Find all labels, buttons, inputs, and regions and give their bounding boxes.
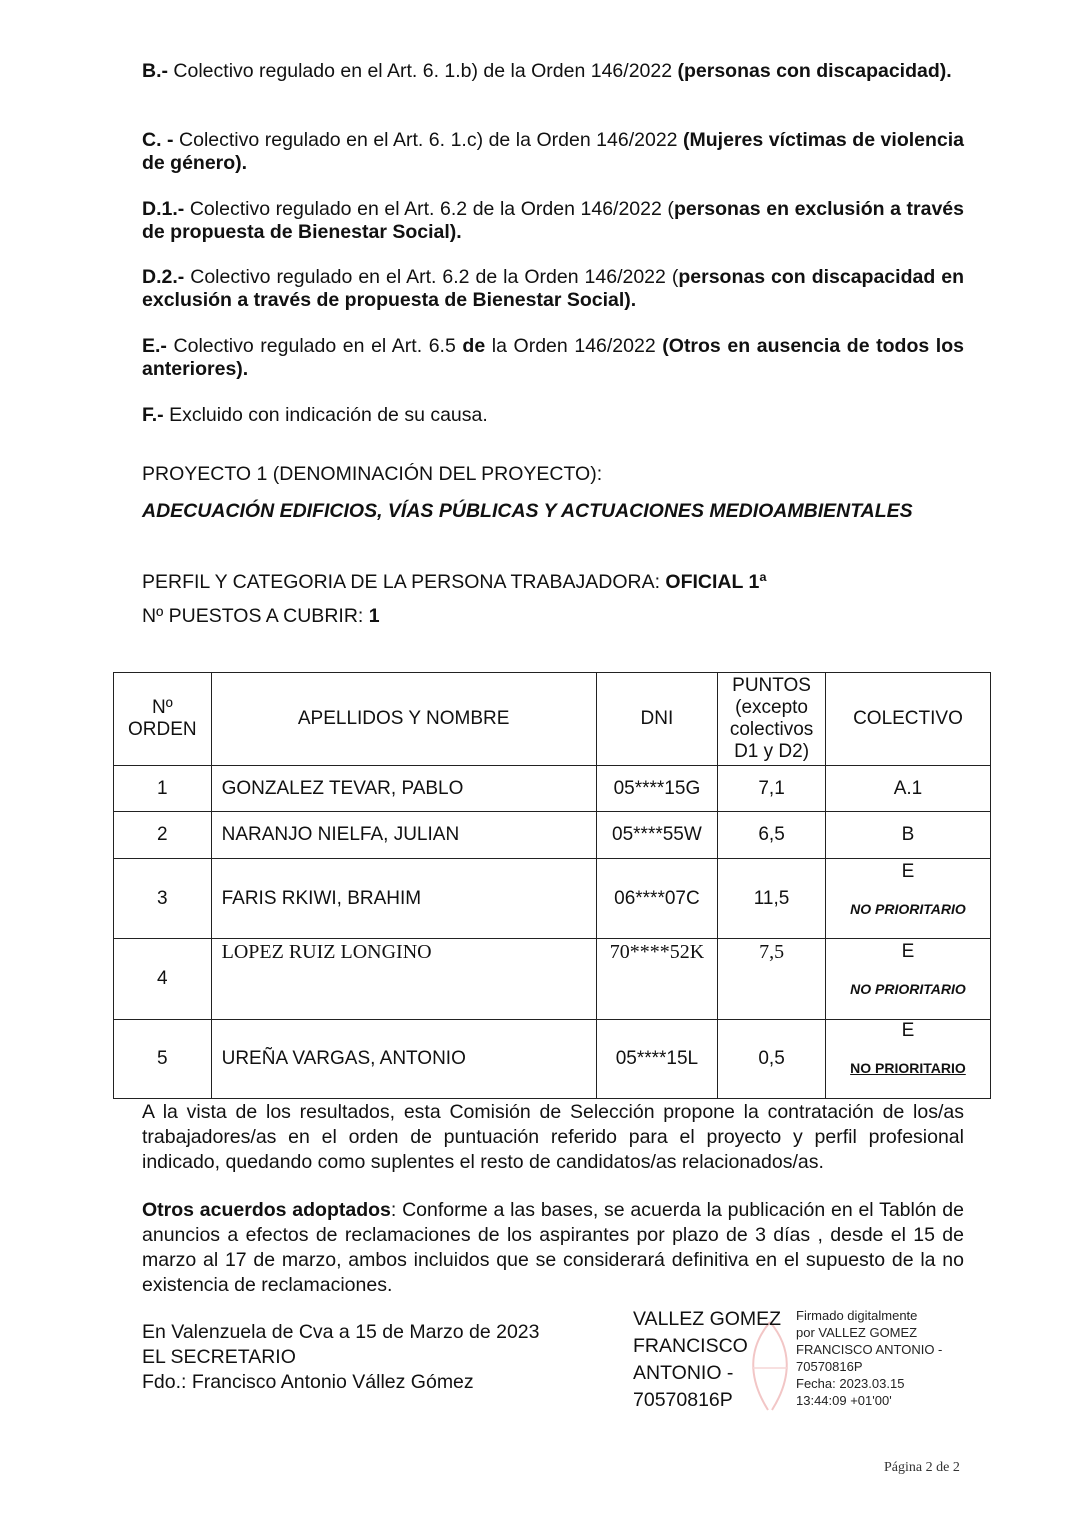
page-number: Página 2 de 2: [884, 1460, 960, 1475]
cell-orden: 1: [114, 766, 212, 812]
item-code: E.-: [142, 335, 167, 357]
cell-nombre: NARANJO NIELFA, JULIAN: [211, 812, 596, 859]
item-bold-mid: de: [462, 335, 486, 357]
posts-value: 1: [368, 605, 380, 627]
digital-name-line: ANTONIO -: [633, 1362, 734, 1384]
cell-puntos: 6,5: [718, 812, 826, 859]
item-d2: [142, 266, 964, 312]
priority-note: NO PRIORITARIO: [850, 1060, 966, 1076]
colectivo-code: E: [901, 861, 915, 882]
item-bold-text: (personas con discapacidad).: [677, 60, 952, 82]
cell-orden: 2: [114, 812, 212, 859]
item-bold-text: personas con discapacidad en exclusión a través de propuesta de Bienestar Social).: [142, 266, 964, 311]
item-e: [142, 335, 964, 381]
priority-note: NO PRIORITARIO: [850, 981, 966, 997]
item-code: D.1.-: [142, 198, 185, 220]
table-header-row: [114, 673, 991, 766]
header-puntos: PUNTOS (excepto colectivos D1 y D2): [718, 673, 826, 766]
header-dni: DNI: [596, 673, 718, 766]
digital-detail-line: por VALLEZ GOMEZ: [796, 1325, 918, 1340]
table-row: [114, 859, 991, 939]
digital-detail-line: FRANCISCO ANTONIO -: [796, 1342, 943, 1357]
agreements-text: : Conforme a las bases, se acuerda la publicación en el Tablón de anuncios a efectos de reclamaciones de los aspirantes por plazo de 3 días , desde el 15 de marzo al 17 de marzo, ambos incluidos que se considerará definitiva en el supuesto de la no existencia de reclamaciones.: [142, 1199, 965, 1296]
item-text: Colectivo regulado en el Art. 6.2 de la Orden 146/2022 (: [184, 266, 679, 288]
digital-name-line: FRANCISCO: [633, 1335, 748, 1357]
header-nombre: APELLIDOS Y NOMBRE: [211, 673, 596, 766]
digital-name-line: VALLEZ GOMEZ: [633, 1308, 782, 1330]
candidates-table: [113, 672, 991, 1099]
digital-detail-line: Firmado digitalmente: [796, 1308, 918, 1323]
item-text-2: la Orden 146/2022: [485, 335, 663, 357]
cell-puntos: 11,5: [718, 859, 826, 939]
project-heading: PROYECTO 1 (DENOMINACIÓN DEL PROYECTO):: [142, 463, 603, 485]
cell-colectivo: [825, 1020, 990, 1099]
item-code: F.-: [142, 404, 164, 426]
agreements-label: Otros acuerdos adoptados: [142, 1199, 391, 1221]
cell-dni: 05****55W: [596, 812, 718, 859]
item-b: [142, 60, 964, 83]
item-bold-text: (Mujeres víctimas de violencia de género).: [142, 129, 965, 174]
posts-label: Nº PUESTOS A CUBRIR:: [142, 605, 369, 627]
cell-nombre: GONZALEZ TEVAR, PABLO: [211, 766, 596, 812]
profile-label: PERFIL Y CATEGORIA DE LA PERSONA TRABAJADORA:: [142, 571, 666, 593]
item-d1: [142, 198, 964, 244]
profile-value: OFICIAL 1ª: [665, 571, 767, 593]
item-text: Colectivo regulado en el Art. 6. 1.c) de la Orden 146/2022: [173, 129, 684, 151]
cell-dni: 06****07C: [596, 859, 718, 939]
cell-puntos: 0,5: [718, 1020, 826, 1099]
place-date: En Valenzuela de Cva a 15 de Marzo de 2023: [142, 1321, 540, 1343]
cell-colectivo: [825, 859, 990, 939]
table-row: [114, 766, 991, 812]
cell-nombre: UREÑA VARGAS, ANTONIO: [211, 1020, 596, 1099]
header-colectivo: COLECTIVO: [825, 673, 990, 766]
profile-line: [142, 571, 964, 594]
cell-puntos: 7,1: [718, 766, 826, 812]
item-text: Colectivo regulado en el Art. 6. 1.b) de la Orden 146/2022: [168, 60, 678, 82]
item-f: [142, 404, 964, 427]
header-orden: Nº ORDEN: [114, 673, 212, 766]
cell-colectivo: A.1: [825, 766, 990, 812]
digital-detail-line: 13:44:09 +01'00': [796, 1393, 892, 1408]
cell-dni: 05****15L: [596, 1020, 718, 1099]
digital-signature-detail: [796, 1307, 942, 1409]
cell-orden: 5: [114, 1020, 212, 1099]
cell-nombre: LOPEZ RUIZ LONGINO: [211, 939, 596, 1020]
item-bold-text: (Otros en ausencia de todos los anteriores).: [142, 335, 964, 380]
cell-puntos: 7,5: [718, 939, 826, 1020]
item-text: Excluido con indicación de su causa.: [163, 404, 488, 426]
agreements-paragraph: [142, 1198, 964, 1298]
project-title: ADECUACIÓN EDIFICIOS, VÍAS PÚBLICAS Y ACTUACIONES MEDIOAMBIENTALES: [142, 500, 913, 522]
signature-block: [142, 1320, 540, 1395]
digital-detail-line: Fecha: 2023.03.15: [796, 1376, 905, 1391]
cell-colectivo: B: [825, 812, 990, 859]
item-text: Colectivo regulado en el Art. 6.5: [166, 335, 463, 357]
digital-signature-name: [633, 1306, 781, 1414]
priority-note: NO PRIORITARIO: [850, 901, 966, 917]
digital-detail-line: 70570816P: [796, 1359, 863, 1374]
signer-name: Fdo.: Francisco Antonio Vállez Gómez: [142, 1371, 474, 1393]
cell-dni: 05****15G: [596, 766, 718, 812]
colectivo-code: E: [901, 941, 915, 962]
cell-colectivo: [825, 939, 990, 1020]
cell-orden: 4: [114, 939, 212, 1020]
item-code: C. -: [142, 129, 174, 151]
item-text: Colectivo regulado en el Art. 6.2 de la Orden 146/2022 (: [184, 198, 674, 220]
table-row: [114, 812, 991, 859]
item-c: [142, 129, 964, 175]
cell-orden: 3: [114, 859, 212, 939]
posts-line: [142, 605, 964, 628]
signer-role: EL SECRETARIO: [142, 1346, 296, 1368]
conclusion-paragraph: A la vista de los resultados, esta Comisión de Selección propone la contratación de los/as trabajadores/as en el orden de puntuación referido para el proyecto y perfil profesional indicado, quedando como suplentes el resto de candidatos/as relacionados/as.: [142, 1101, 964, 1173]
colectivo-code: E: [901, 1020, 915, 1041]
table-row: [114, 939, 991, 1020]
item-code: D.2.-: [142, 266, 185, 288]
digital-name-line: 70570816P: [633, 1389, 733, 1411]
item-code: B.-: [142, 60, 168, 82]
cell-dni: 70****52K: [596, 939, 718, 1020]
table-row: [114, 1020, 991, 1099]
item-bold-text: personas en exclusión a través de propuesta de Bienestar Social).: [142, 198, 964, 243]
cell-nombre: FARIS RKIWI, BRAHIM: [211, 859, 596, 939]
